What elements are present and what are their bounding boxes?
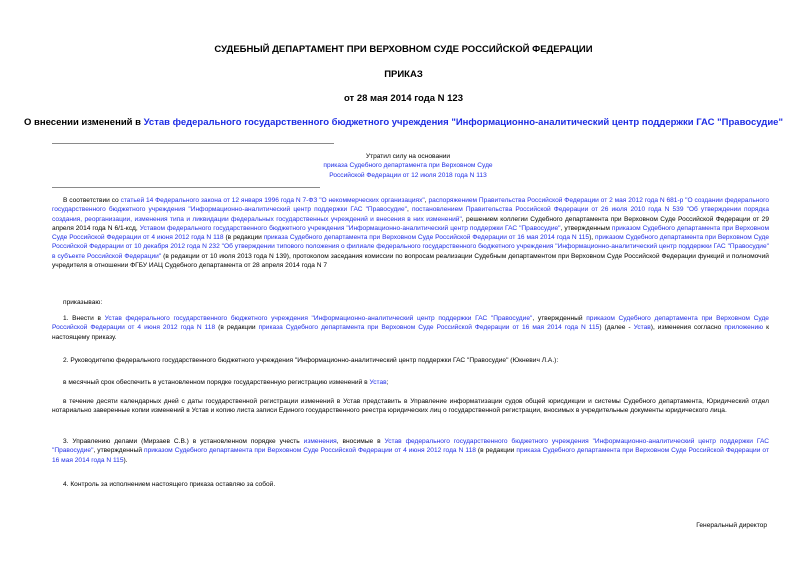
preamble-text-5: , утвержденным xyxy=(560,224,612,232)
item-1-order-118-link[interactable]: приказом Судебного департамента при Верховном Суде Российской Федерации от 4 июня 2012 года N 118 xyxy=(52,315,769,332)
charter-link[interactable]: Уставом федерального государственного бюджетного учреждения "Информационно-аналитический центр поддержки ГАС "Правосудие" xyxy=(139,224,561,232)
item-3-text-4: (в редакции xyxy=(475,447,517,455)
item-3-text-2: , вносимые в xyxy=(336,438,385,445)
preamble-text-4: , решением коллегии Судебного департамента при Верховном Суде Российской Федерации от 29 апреля 2014 года N 6/1-ксд, xyxy=(52,215,769,232)
item-1-text-2: , утвержденный xyxy=(532,315,587,322)
status-note-link-1[interactable]: приказа Судебного департамента при Верховном Суде xyxy=(323,162,493,170)
item-1-text-1: 1. Внести в xyxy=(63,315,105,322)
order-232-link[interactable]: приказом Судебного департамента при Верховном Суде Российской Федерации от 10 декабря 2012 года N 232 "Об утверждении типового положения о филиале федерального государственного бюджетного учреждения "Информационно-аналитический центр поддержки ГАС "Правосудие" в субъекте Российской Федерации" xyxy=(52,234,769,260)
item-1-appendix-link[interactable]: приложению xyxy=(724,324,764,332)
document-title xyxy=(0,117,807,129)
preamble-text-2: , xyxy=(424,197,429,204)
item-1-paragraph xyxy=(52,314,769,342)
preamble-text-1: В соответствии со xyxy=(63,197,121,204)
item-3-charter-link[interactable]: Устав федерального государственного бюджетного учреждения "Информационно-аналитический центр поддержки ГАС "Правосудие" xyxy=(52,438,769,455)
preamble-text-8: (в редакции от 10 июля 2013 года N 139), протоколом заседания комиссии по вопросам реализации Судебным департаментом при Верховном Суде Российской Федерации функций и полномочий учредителя в отношении ФГБУ ИАЦ Судебного департамента от 28 апреля 2014 года N 7 xyxy=(52,252,769,270)
status-note-text: Утратил силу на основании xyxy=(365,153,451,160)
item-4-paragraph: 4. Контроль за исполнением настоящего приказа оставляю за собой. xyxy=(63,481,276,488)
department-header: СУДЕБНЫЙ ДЕПАРТАМЕНТ ПРИ ВЕРХОВНОМ СУДЕ РОССИЙСКОЙ ФЕДЕРАЦИИ xyxy=(214,44,593,55)
item-3-changes-link[interactable]: изменения xyxy=(303,438,337,445)
item-1-text-5: ), изменения согласно xyxy=(650,324,725,332)
title-prefix: О внесении изменений в xyxy=(24,117,144,128)
federal-law-link[interactable]: статьей 14 Федерального закона от 12 января 1996 года N 7-ФЗ "О некоммерческих организациях" xyxy=(120,197,425,204)
order-118-link[interactable]: приказом Судебного департамента при Верховном Суде Российской Федерации от 4 июня 2012 года N 118 xyxy=(52,224,769,242)
document-type: ПРИКАЗ xyxy=(384,69,423,80)
item-2a-text-1: в месячный срок обеспечить в установленном порядке государственную регистрацию изменений в xyxy=(63,379,370,386)
item-1-text-4: ) (далее - xyxy=(599,324,634,332)
item-1-order-115-link[interactable]: приказа Судебного департамента при Верховном Суде Российской Федерации от 16 мая 2014 года N 115 xyxy=(258,324,600,332)
item-2a-paragraph xyxy=(52,378,769,387)
document-date-number: от 28 мая 2014 года N 123 xyxy=(343,93,464,104)
note-bottom-rule xyxy=(52,187,320,188)
status-note-link-2[interactable]: Российской Федерации от 12 июля 2018 года N 113 xyxy=(329,171,487,179)
title-charter-link[interactable]: Устав федерального государственного бюджетного учреждения "Информационно-аналитический центр поддержки ГАС "Правосудие" xyxy=(143,117,783,128)
item-2-paragraph: 2. Руководителю федерального государственного бюджетного учреждения "Информационно-аналитический центр поддержки ГАС "Правосудие" (Юкневич Л.А.): xyxy=(63,357,559,364)
item-1-charter-link[interactable]: Устав федерального государственного бюджетного учреждения "Информационно-аналитический центр поддержки ГАС "Правосудие" xyxy=(104,315,533,322)
item-3-text-1: 3. Управлению делами (Мирзаев С.В.) в установленном порядке учесть xyxy=(63,438,304,445)
note-top-rule xyxy=(52,143,334,144)
item-3-paragraph xyxy=(52,437,769,465)
status-note xyxy=(300,152,516,180)
item-2b-paragraph: в течение десяти календарных дней с даты государственной регистрации изменений в Устав представить в Управление информатизации судов общей юрисдикции и системы Судебного департамента, Юридический отдел нотариально заверенные копии изменений в Устав и копию листа записи Единого государственного реестра юридических лиц о государственной регистрации, вносимых в учредительные документы юридического лица. xyxy=(52,398,769,415)
item-1-text-3: (в редакции xyxy=(215,324,259,332)
preamble-paragraph xyxy=(52,196,769,270)
item-3-order-118-link[interactable]: приказом Судебного департамента при Верховном Суде Российской Федерации от 4 июня 2012 года N 118 xyxy=(144,447,476,455)
preamble-text-7: ), xyxy=(589,234,596,242)
order-115-link[interactable]: приказа Судебного департамента при Верховном Суде Российской Федерации от 16 мая 2014 года N 115 xyxy=(263,234,590,242)
preamble-text-3: , xyxy=(407,206,412,214)
item-2a-text-2: ; xyxy=(386,379,389,386)
preamble-text-6: (в редакции xyxy=(223,234,264,242)
item-3-order-115-link[interactable]: приказа Судебного департамента при Верховном Суде Российской Федерации от 16 мая 2014 года N 115 xyxy=(52,447,769,464)
item-3-text-3: , утвержденный xyxy=(93,447,145,455)
item-3-text-5: ). xyxy=(123,456,128,464)
item-1-ustav-link[interactable]: Устав xyxy=(633,324,651,332)
government-resolution-link[interactable]: постановлением Правительства Российской Федерации от 26 июля 2010 года N 539 "Об утверждении порядка создания, реорганизации, изменения типа и ликвидации федеральных государственных учреждений и внесения в них изменений" xyxy=(52,206,769,223)
signature-title: Генеральный директор xyxy=(696,522,767,529)
orders-line: приказываю: xyxy=(63,299,103,306)
item-1-text-6: к настоящему приказу. xyxy=(52,324,770,341)
item-2a-ustav-link[interactable]: Устав xyxy=(369,379,387,386)
government-order-link[interactable]: распоряжением Правительства Российской Федерации от 2 мая 2012 года N 681-р "О создании федерального государственного бюджетного учреждения "Информационно-аналитический центр поддержки ГАС "Правосудие" xyxy=(52,197,769,214)
